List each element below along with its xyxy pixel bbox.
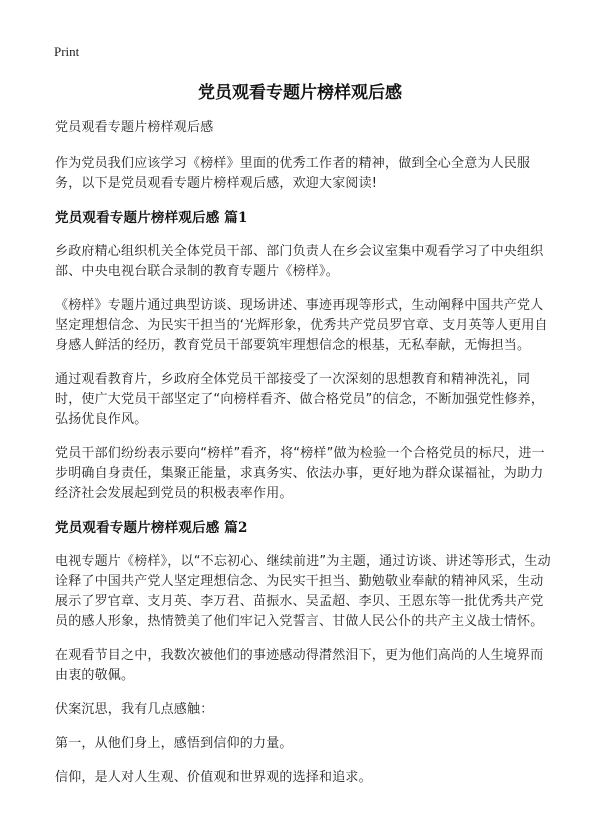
paragraph: 伏案沉思，我有几点感触：: [55, 702, 214, 717]
article-body: [55, 118, 554, 802]
paragraph: 电视专题片《榜样》，以“不忘初心、继续前进”为主题，通过访谈、讲述等形式，生动诠释了中国共产党人坚定理想信念、为民实干担当、勤勉敬业奉献的精神风采，生动展示了罗官章、支月英、李万君、苗振水、吴孟超、李贝、王恩东等一批优秀共产党员的感人形象，热情赞美了他们牢记入党誓言、甘做人民公仆的共产主义战士情怀。: [55, 554, 551, 629]
print-link[interactable]: Print: [54, 44, 80, 59]
section-heading: 党员观看专题片榜样观后感 篇1: [55, 210, 248, 226]
paragraph: 乡政府精心组织机关全体党员干部、部门负责人在乡会议室集中观看学习了中央组织部、中央电视台联合录制的教育专题片《榜样》。: [55, 244, 544, 279]
paragraph: 党员干部们纷纷表示要向“榜样”看齐，将“榜样”做为检验一个合格党员的标尺，进一步明确自身责任，集聚正能量，求真务实、依法办事，更好地为群众谋福祉，为助力经济社会发展起到党员的积极表率作用。: [55, 446, 545, 501]
paragraph: 通过观看教育片，乡政府全体党员干部接受了一次深刻的思想教育和精神洗礼，同时，使广大党员干部坚定了“向榜样看齐、做合格党员”的信念，不断加强党性修养，弘扬优良作风。: [55, 372, 545, 427]
article-subtitle: 党员观看专题片榜样观后感: [55, 120, 214, 135]
paragraph: 第一，从他们身上，感悟到信仰的力量。: [55, 736, 293, 751]
section-heading: 党员观看专题片榜样观后感 篇2: [55, 520, 248, 536]
paragraph: 信仰，是人对人生观、价值观和世界观的选择和追求。: [55, 770, 372, 785]
paragraph: 在观看节目之中，我数次被他们的事迹感动得潸然泪下，更为他们高尚的人生境界而由衷的敬佩。: [55, 648, 544, 683]
paragraph: 《榜样》专题片通过典型访谈、现场讲述、事迹再现等形式，生动阐释中国共产党人坚定理想信念、为民实干担当的‘光辉形象，优秀共产党员罗官章、支月英等人更用自身感人鲜活的经历，教育党员干部要筑牢理想信念的根基，无私奉献，无悔担当。: [55, 298, 548, 353]
article-intro: 作为党员我们应该学习《榜样》里面的优秀工作者的精神，做到全心全意为人民服务，以下是党员观看专题片榜样观后感，欢迎大家阅读!: [55, 156, 531, 191]
page-title: 党员观看专题片榜样观后感: [198, 83, 402, 103]
